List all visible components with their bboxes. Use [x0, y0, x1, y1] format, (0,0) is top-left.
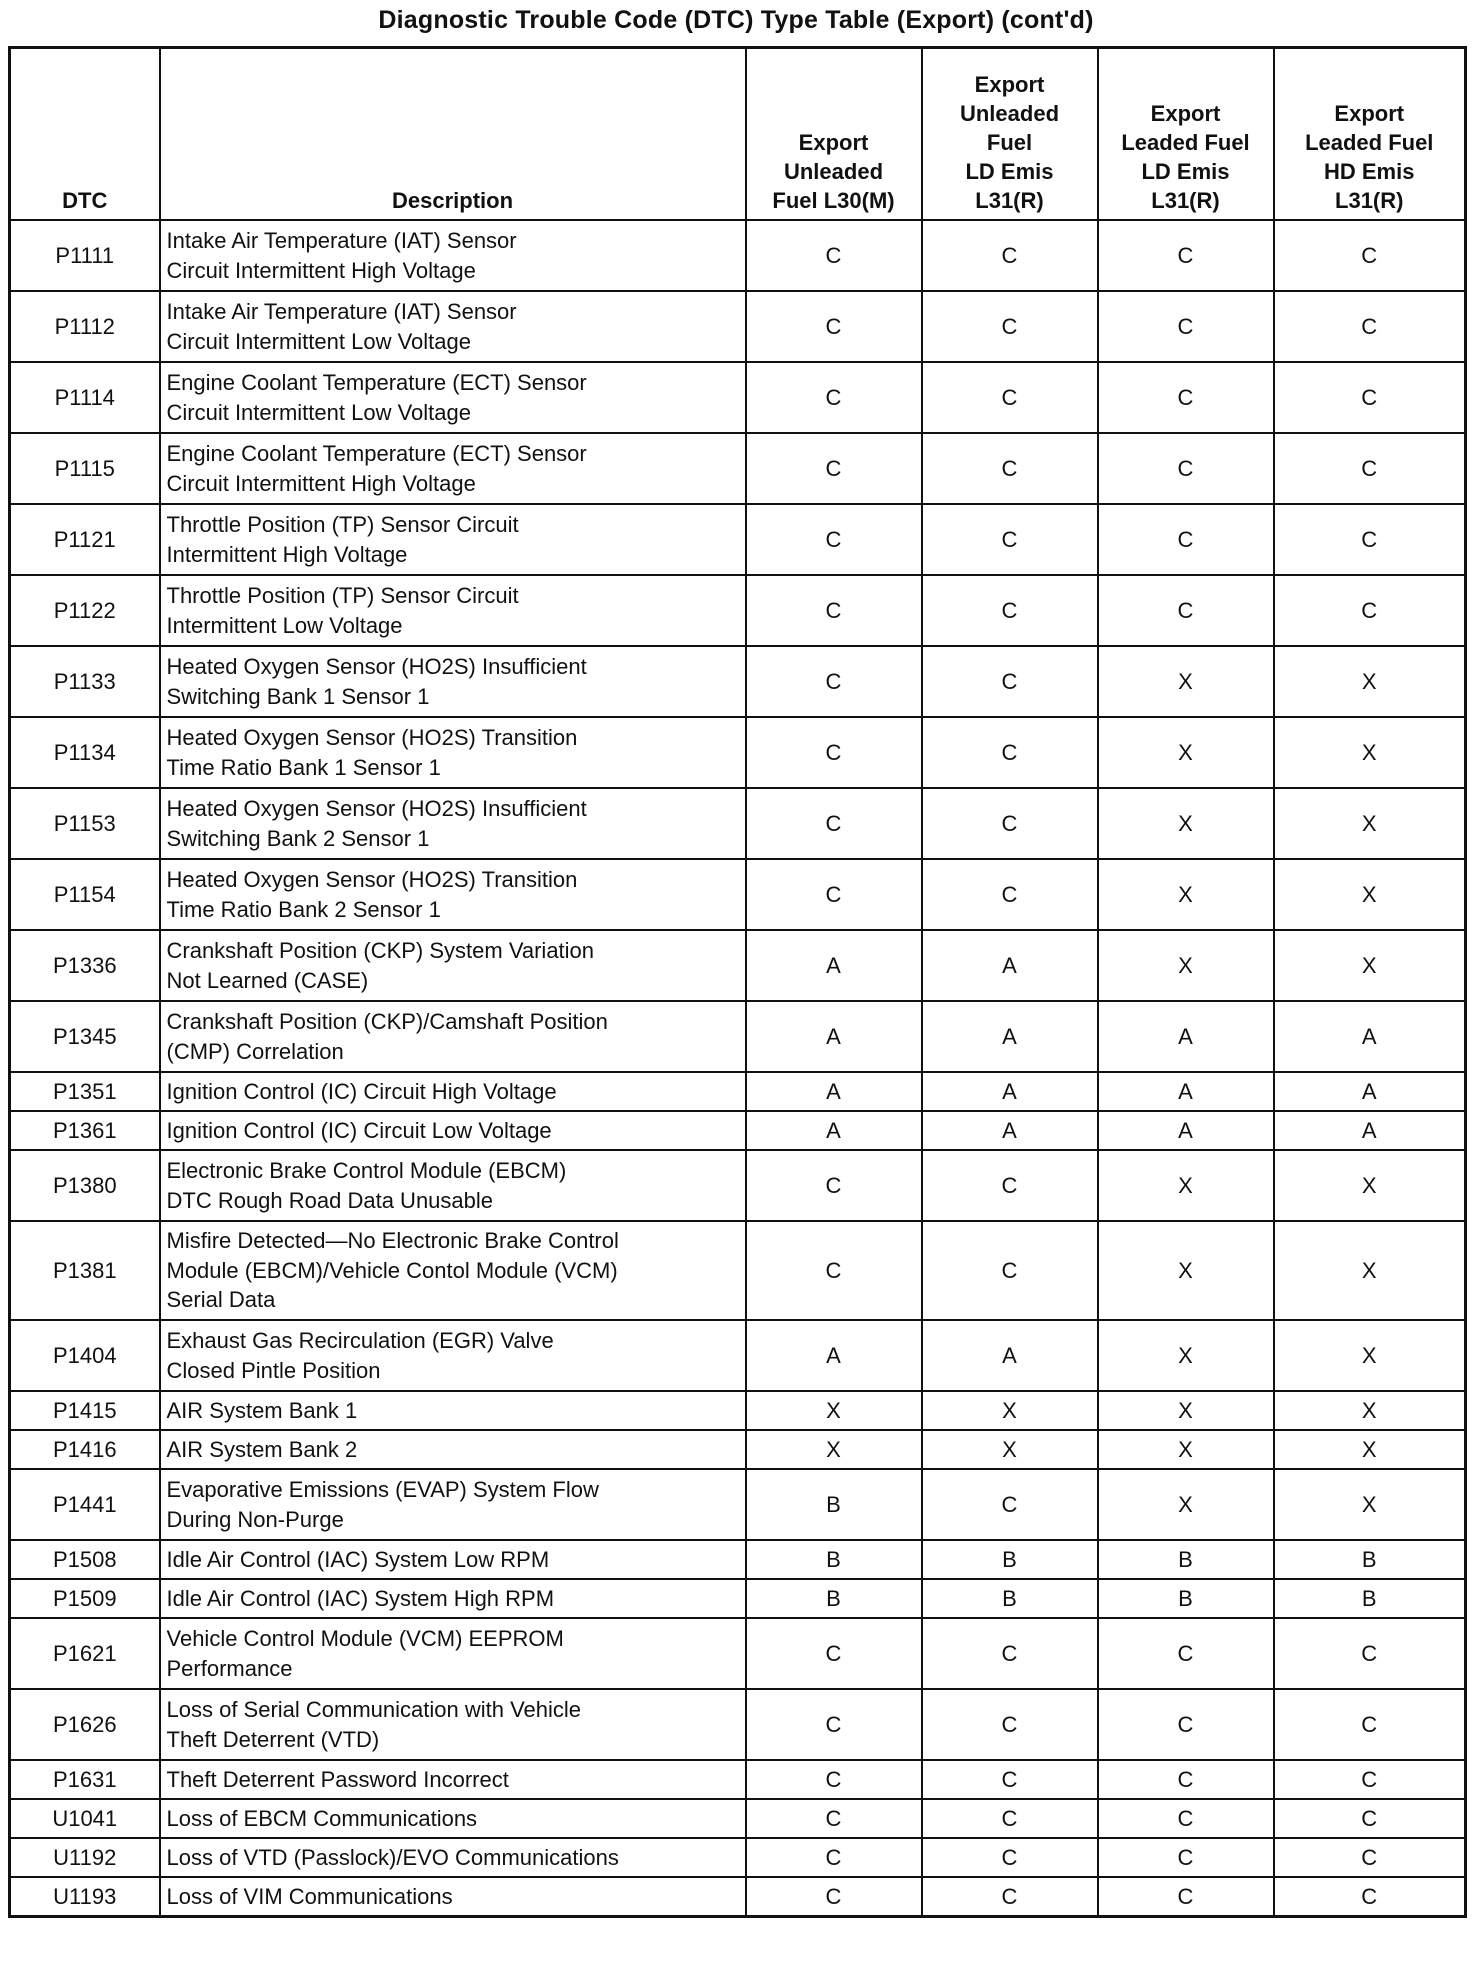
- dtc-type-cell: C: [746, 433, 922, 504]
- dtc-type-cell: C: [1098, 1799, 1274, 1838]
- table-row: [10, 1540, 1466, 1579]
- description-line: Throttle Position (TP) Sensor Circuit: [166, 511, 519, 537]
- dtc-code: P1111: [10, 220, 160, 291]
- dtc-type-cell: C: [922, 1618, 1098, 1689]
- description-line: Ignition Control (IC) Circuit High Voltage: [166, 1078, 557, 1104]
- dtc-type-cell: X: [1098, 1320, 1274, 1391]
- dtc-type-cell: C: [922, 1838, 1098, 1877]
- dtc-description: [160, 930, 746, 1001]
- table-row: [10, 1838, 1466, 1877]
- dtc-code: P1121: [10, 504, 160, 575]
- header-line: LD Emis: [965, 158, 1054, 184]
- dtc-type-cell: X: [1098, 930, 1274, 1001]
- header-export-unleaded-ld-emis: [922, 48, 1098, 221]
- table-row: [10, 1689, 1466, 1760]
- table-row: [10, 362, 1466, 433]
- description-line: Closed Pintle Position: [166, 1357, 381, 1383]
- dtc-type-cell: C: [1274, 1877, 1466, 1917]
- dtc-code: P1133: [10, 646, 160, 717]
- dtc-type-cell: C: [1274, 1760, 1466, 1799]
- dtc-type-cell: B: [1274, 1540, 1466, 1579]
- dtc-type-cell: C: [746, 1618, 922, 1689]
- dtc-description: [160, 1838, 746, 1877]
- description-line: Engine Coolant Temperature (ECT) Sensor: [166, 369, 587, 395]
- dtc-type-cell: C: [1098, 575, 1274, 646]
- dtc-type-cell: A: [1274, 1001, 1466, 1072]
- description-line: Serial Data: [166, 1287, 276, 1313]
- description-line: Vehicle Control Module (VCM) EEPROM: [166, 1625, 564, 1651]
- dtc-type-cell: C: [1274, 362, 1466, 433]
- dtc-type-cell: C: [922, 575, 1098, 646]
- table-row: [10, 1799, 1466, 1838]
- description-line: (CMP) Correlation: [166, 1038, 344, 1064]
- dtc-type-cell: C: [1274, 1838, 1466, 1877]
- table-row: [10, 1469, 1466, 1540]
- table-row: [10, 1579, 1466, 1618]
- dtc-type-cell: C: [1274, 433, 1466, 504]
- dtc-type-cell: C: [1274, 1689, 1466, 1760]
- dtc-type-cell: X: [1098, 1150, 1274, 1221]
- dtc-code: P1154: [10, 859, 160, 930]
- dtc-type-cell: C: [922, 362, 1098, 433]
- dtc-code: U1193: [10, 1877, 160, 1917]
- dtc-description: [160, 1072, 746, 1111]
- dtc-description: [160, 646, 746, 717]
- dtc-type-cell: X: [1274, 930, 1466, 1001]
- description-line: Loss of VTD (Passlock)/EVO Communications: [166, 1844, 619, 1870]
- dtc-description: [160, 1760, 746, 1799]
- dtc-description: [160, 1618, 746, 1689]
- description-line: Intake Air Temperature (IAT) Sensor: [166, 227, 517, 253]
- dtc-code: P1134: [10, 717, 160, 788]
- table-row: [10, 1618, 1466, 1689]
- table-row: [10, 717, 1466, 788]
- dtc-description: [160, 1469, 746, 1540]
- dtc-type-cell: C: [922, 1469, 1098, 1540]
- description-line: Ignition Control (IC) Circuit Low Voltage: [166, 1117, 552, 1143]
- dtc-type-cell: B: [922, 1579, 1098, 1618]
- dtc-type-cell: A: [1274, 1111, 1466, 1150]
- dtc-table: [8, 46, 1467, 1918]
- dtc-type-cell: C: [746, 362, 922, 433]
- description-line: AIR System Bank 2: [166, 1436, 358, 1462]
- dtc-description: [160, 1391, 746, 1430]
- description-line: Circuit Intermittent Low Voltage: [166, 328, 471, 354]
- dtc-type-cell: A: [1098, 1001, 1274, 1072]
- dtc-code: P1509: [10, 1579, 160, 1618]
- description-line: Intermittent Low Voltage: [166, 612, 403, 638]
- dtc-type-cell: C: [922, 1877, 1098, 1917]
- dtc-type-cell: C: [746, 1877, 922, 1917]
- dtc-type-cell: X: [1098, 788, 1274, 859]
- header-export-leaded-ld-emis: [1098, 48, 1274, 221]
- header-row: [10, 48, 1466, 221]
- dtc-type-cell: C: [922, 1799, 1098, 1838]
- dtc-type-cell: X: [1098, 1469, 1274, 1540]
- dtc-code: P1115: [10, 433, 160, 504]
- description-line: Heated Oxygen Sensor (HO2S) Transition: [166, 866, 578, 892]
- table-row: [10, 1760, 1466, 1799]
- dtc-type-cell: X: [746, 1430, 922, 1469]
- dtc-type-cell: C: [746, 1221, 922, 1320]
- dtc-description: [160, 717, 746, 788]
- description-line: AIR System Bank 1: [166, 1397, 358, 1423]
- table-row: [10, 291, 1466, 362]
- description-line: Idle Air Control (IAC) System Low RPM: [166, 1546, 550, 1572]
- dtc-type-cell: C: [1098, 220, 1274, 291]
- dtc-type-cell: C: [746, 220, 922, 291]
- dtc-type-cell: A: [922, 1072, 1098, 1111]
- dtc-description: [160, 1111, 746, 1150]
- table-row: [10, 575, 1466, 646]
- description-line: Idle Air Control (IAC) System High RPM: [166, 1585, 555, 1611]
- dtc-code: P1153: [10, 788, 160, 859]
- dtc-description: [160, 1320, 746, 1391]
- dtc-code: P1404: [10, 1320, 160, 1391]
- description-line: Crankshaft Position (CKP) System Variation: [166, 937, 595, 963]
- description-line: Crankshaft Position (CKP)/Camshaft Position: [166, 1008, 608, 1034]
- description-line: Not Learned (CASE): [166, 967, 369, 993]
- table-row: [10, 646, 1466, 717]
- dtc-description: [160, 1430, 746, 1469]
- dtc-type-cell: X: [1098, 1221, 1274, 1320]
- dtc-type-cell: X: [1274, 646, 1466, 717]
- dtc-type-cell: C: [922, 717, 1098, 788]
- dtc-type-cell: C: [1098, 433, 1274, 504]
- dtc-type-cell: B: [746, 1579, 922, 1618]
- dtc-type-cell: C: [1274, 504, 1466, 575]
- dtc-type-cell: A: [922, 1111, 1098, 1150]
- dtc-type-cell: A: [922, 930, 1098, 1001]
- dtc-type-cell: C: [746, 859, 922, 930]
- description-line: Time Ratio Bank 2 Sensor 1: [166, 896, 441, 922]
- dtc-type-cell: C: [746, 575, 922, 646]
- dtc-code: P1508: [10, 1540, 160, 1579]
- dtc-type-cell: A: [1098, 1111, 1274, 1150]
- dtc-type-cell: C: [922, 1689, 1098, 1760]
- dtc-code: P1416: [10, 1430, 160, 1469]
- dtc-description: [160, 1799, 746, 1838]
- description-line: Heated Oxygen Sensor (HO2S) Insufficient: [166, 653, 587, 679]
- dtc-type-cell: A: [746, 1072, 922, 1111]
- dtc-type-cell: C: [922, 220, 1098, 291]
- header-description: Description: [160, 48, 746, 221]
- dtc-code: P1361: [10, 1111, 160, 1150]
- dtc-type-cell: X: [1274, 1320, 1466, 1391]
- dtc-code: P1351: [10, 1072, 160, 1111]
- header-line: HD Emis: [1324, 158, 1415, 184]
- dtc-type-cell: C: [922, 859, 1098, 930]
- dtc-type-cell: B: [1098, 1579, 1274, 1618]
- description-line: Performance: [166, 1655, 293, 1681]
- dtc-type-cell: B: [746, 1469, 922, 1540]
- header-line: Export: [974, 71, 1045, 97]
- header-line: Unleaded: [783, 158, 884, 184]
- header-line: LD Emis: [1141, 158, 1230, 184]
- dtc-type-cell: C: [746, 291, 922, 362]
- dtc-type-cell: C: [746, 1838, 922, 1877]
- dtc-description: [160, 575, 746, 646]
- dtc-type-cell: X: [1274, 788, 1466, 859]
- dtc-type-cell: X: [1274, 1150, 1466, 1221]
- dtc-type-cell: X: [1274, 859, 1466, 930]
- header-line: Export: [1150, 100, 1221, 126]
- table-row: [10, 930, 1466, 1001]
- dtc-type-cell: C: [922, 504, 1098, 575]
- description-line: Loss of Serial Communication with Vehicle: [166, 1696, 582, 1722]
- dtc-code: P1336: [10, 930, 160, 1001]
- dtc-code: P1626: [10, 1689, 160, 1760]
- description-line: Engine Coolant Temperature (ECT) Sensor: [166, 440, 587, 466]
- dtc-type-cell: C: [1098, 1760, 1274, 1799]
- dtc-type-cell: A: [746, 1320, 922, 1391]
- header-line: L31(R): [975, 187, 1044, 213]
- dtc-type-cell: C: [922, 433, 1098, 504]
- header-export-leaded-hd-emis: [1274, 48, 1466, 221]
- table-row: [10, 788, 1466, 859]
- dtc-type-cell: X: [1098, 1391, 1274, 1430]
- dtc-type-cell: C: [746, 788, 922, 859]
- table-row: [10, 1430, 1466, 1469]
- description-line: Circuit Intermittent High Voltage: [166, 257, 476, 283]
- dtc-type-cell: C: [1098, 362, 1274, 433]
- dtc-type-cell: C: [1098, 291, 1274, 362]
- dtc-type-cell: C: [922, 646, 1098, 717]
- dtc-type-cell: X: [1274, 1391, 1466, 1430]
- dtc-type-cell: X: [1098, 859, 1274, 930]
- description-line: Loss of VIM Communications: [166, 1883, 453, 1909]
- dtc-type-cell: C: [746, 1689, 922, 1760]
- table-row: [10, 1111, 1466, 1150]
- dtc-code: P1415: [10, 1391, 160, 1430]
- dtc-description: [160, 788, 746, 859]
- dtc-type-cell: C: [1098, 1877, 1274, 1917]
- table-row: [10, 504, 1466, 575]
- description-line: DTC Rough Road Data Unusable: [166, 1187, 494, 1213]
- dtc-type-cell: C: [746, 646, 922, 717]
- dtc-description: [160, 220, 746, 291]
- dtc-code: P1380: [10, 1150, 160, 1221]
- dtc-type-cell: C: [746, 504, 922, 575]
- dtc-type-cell: X: [1274, 717, 1466, 788]
- table-row: [10, 859, 1466, 930]
- dtc-description: [160, 1150, 746, 1221]
- dtc-type-cell: C: [922, 1760, 1098, 1799]
- dtc-type-cell: C: [1098, 1689, 1274, 1760]
- dtc-type-cell: C: [1098, 504, 1274, 575]
- description-line: Evaporative Emissions (EVAP) System Flow: [166, 1476, 599, 1502]
- header-dtc: DTC: [10, 48, 160, 221]
- table-row: [10, 433, 1466, 504]
- description-line: Heated Oxygen Sensor (HO2S) Transition: [166, 724, 578, 750]
- dtc-type-cell: B: [1098, 1540, 1274, 1579]
- dtc-type-cell: C: [1274, 1799, 1466, 1838]
- dtc-type-cell: C: [922, 291, 1098, 362]
- dtc-type-cell: X: [1274, 1469, 1466, 1540]
- description-line: Theft Deterrent Password Incorrect: [166, 1766, 509, 1792]
- header-line: Export: [798, 129, 869, 155]
- dtc-code: P1381: [10, 1221, 160, 1320]
- dtc-type-cell: C: [922, 788, 1098, 859]
- table-row: [10, 1877, 1466, 1917]
- dtc-description: [160, 1221, 746, 1320]
- header-line: Leaded Fuel: [1121, 129, 1250, 155]
- dtc-type-cell: C: [1274, 220, 1466, 291]
- description-line: During Non-Purge: [166, 1506, 344, 1532]
- dtc-type-cell: X: [1098, 646, 1274, 717]
- header-export-unleaded-l30m: [746, 48, 922, 221]
- dtc-code: U1192: [10, 1838, 160, 1877]
- description-line: Module (EBCM)/Vehicle Contol Module (VCM): [166, 1257, 618, 1283]
- dtc-type-cell: A: [1098, 1072, 1274, 1111]
- description-line: Intake Air Temperature (IAT) Sensor: [166, 298, 517, 324]
- dtc-type-cell: C: [1274, 575, 1466, 646]
- table-row: [10, 1001, 1466, 1072]
- dtc-description: [160, 1001, 746, 1072]
- description-line: Circuit Intermittent Low Voltage: [166, 399, 471, 425]
- dtc-description: [160, 1579, 746, 1618]
- dtc-type-cell: C: [1274, 291, 1466, 362]
- dtc-code: P1621: [10, 1618, 160, 1689]
- dtc-code: P1631: [10, 1760, 160, 1799]
- dtc-description: [160, 859, 746, 930]
- description-line: Time Ratio Bank 1 Sensor 1: [166, 754, 441, 780]
- dtc-type-cell: A: [746, 1111, 922, 1150]
- dtc-description: [160, 504, 746, 575]
- table-row: [10, 1320, 1466, 1391]
- description-line: Heated Oxygen Sensor (HO2S) Insufficient: [166, 795, 587, 821]
- description-line: Loss of EBCM Communications: [166, 1805, 478, 1831]
- dtc-type-cell: X: [922, 1430, 1098, 1469]
- dtc-type-cell: X: [1098, 1430, 1274, 1469]
- description-line: Misfire Detected—No Electronic Brake Control: [166, 1227, 619, 1253]
- description-line: Switching Bank 2 Sensor 1: [166, 825, 430, 851]
- dtc-type-cell: C: [1098, 1838, 1274, 1877]
- table-body: [10, 220, 1466, 1917]
- header-line: Leaded Fuel: [1305, 129, 1434, 155]
- header-line: Fuel: [986, 129, 1033, 155]
- description-line: Electronic Brake Control Module (EBCM): [166, 1157, 567, 1183]
- dtc-type-cell: C: [922, 1221, 1098, 1320]
- description-line: Theft Deterrent (VTD): [166, 1726, 380, 1752]
- dtc-type-cell: A: [1274, 1072, 1466, 1111]
- dtc-type-cell: X: [1274, 1430, 1466, 1469]
- dtc-type-cell: A: [922, 1001, 1098, 1072]
- header-line: L31(R): [1151, 187, 1220, 213]
- description-line: Throttle Position (TP) Sensor Circuit: [166, 582, 519, 608]
- dtc-type-cell: X: [1098, 717, 1274, 788]
- dtc-description: [160, 433, 746, 504]
- dtc-code: P1114: [10, 362, 160, 433]
- description-line: Circuit Intermittent High Voltage: [166, 470, 476, 496]
- dtc-type-cell: A: [746, 930, 922, 1001]
- dtc-code: P1441: [10, 1469, 160, 1540]
- dtc-type-cell: C: [746, 1150, 922, 1221]
- table-row: [10, 1391, 1466, 1430]
- dtc-type-cell: B: [922, 1540, 1098, 1579]
- dtc-type-cell: C: [1098, 1618, 1274, 1689]
- dtc-code: U1041: [10, 1799, 160, 1838]
- header-line: Export: [1334, 100, 1405, 126]
- description-line: Intermittent High Voltage: [166, 541, 408, 567]
- table-row: [10, 1072, 1466, 1111]
- header-line: L31(R): [1335, 187, 1404, 213]
- dtc-description: [160, 1877, 746, 1917]
- description-line: Exhaust Gas Recirculation (EGR) Valve: [166, 1327, 554, 1353]
- page-title: Diagnostic Trouble Code (DTC) Type Table (Export) (cont'd): [378, 6, 1094, 34]
- header-line: Fuel L30(M): [772, 187, 895, 213]
- table-row: [10, 1150, 1466, 1221]
- dtc-type-cell: C: [746, 1760, 922, 1799]
- dtc-type-cell: C: [746, 717, 922, 788]
- dtc-code: P1345: [10, 1001, 160, 1072]
- dtc-type-cell: X: [1274, 1221, 1466, 1320]
- description-line: Switching Bank 1 Sensor 1: [166, 683, 430, 709]
- dtc-description: [160, 362, 746, 433]
- dtc-type-cell: C: [746, 1799, 922, 1838]
- dtc-type-cell: A: [746, 1001, 922, 1072]
- dtc-type-cell: C: [922, 1150, 1098, 1221]
- table-row: [10, 220, 1466, 291]
- dtc-type-cell: A: [922, 1320, 1098, 1391]
- dtc-code: P1112: [10, 291, 160, 362]
- dtc-description: [160, 1540, 746, 1579]
- dtc-type-cell: X: [746, 1391, 922, 1430]
- dtc-code: P1122: [10, 575, 160, 646]
- dtc-type-cell: B: [1274, 1579, 1466, 1618]
- dtc-type-cell: C: [1274, 1618, 1466, 1689]
- table-row: [10, 1221, 1466, 1320]
- dtc-description: [160, 291, 746, 362]
- dtc-type-cell: X: [922, 1391, 1098, 1430]
- header-line: Unleaded: [959, 100, 1060, 126]
- dtc-type-cell: B: [746, 1540, 922, 1579]
- dtc-description: [160, 1689, 746, 1760]
